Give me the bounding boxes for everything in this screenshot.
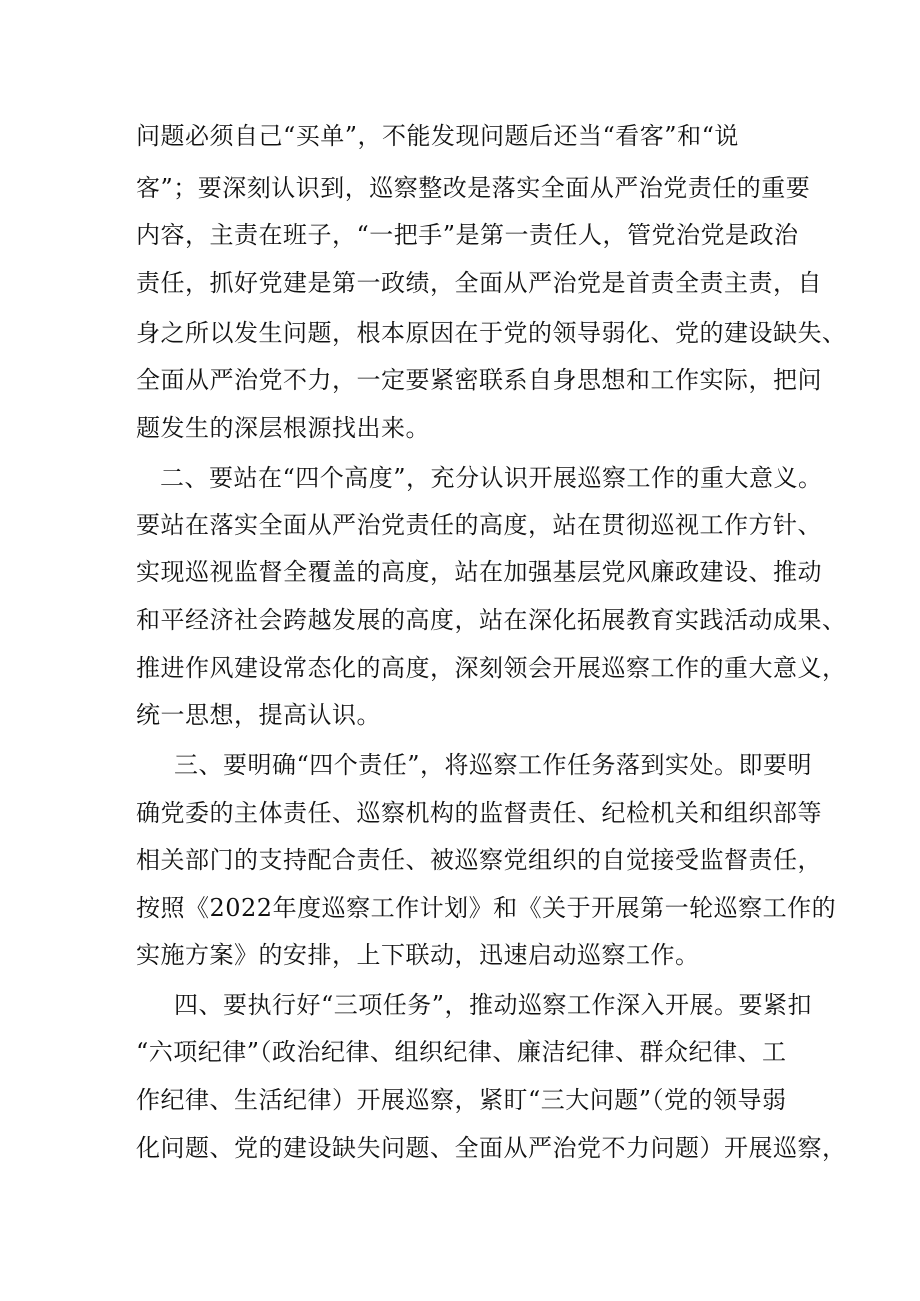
paragraph-heading: 四、要执行好“三项任务”，推动巡察工作深入开展。要紧扣 xyxy=(174,991,813,1019)
text-line: 题发生的深层根源找出来。 xyxy=(136,414,430,442)
text-line: 责任，抓好党建是第一政绩，全面从严治党是首责全责主责，自 xyxy=(136,269,822,297)
paragraph-heading: 三、要明确“四个责任”，将巡察工作任务落到实处。即要明 xyxy=(174,751,813,779)
text-line: 推进作风建设常态化的高度，深刻领会开展巡察工作的重大意义， xyxy=(136,654,847,682)
text-line: 要站在落实全面从严治党责任的高度，站在贯彻巡视工作方针、 xyxy=(136,511,822,539)
text-line: 身之所以发生问题，根本原因在于党的领导弱化、党的建设缺失、 xyxy=(136,319,847,347)
text-line: 按照《2022年度巡察工作计划》和《关于开展第一轮巡察工作的 xyxy=(136,894,837,922)
text-line: 化问题、党的建设缺失问题、全面从严治党不力问题）开展巡察， xyxy=(136,1134,847,1162)
text-line: 客”；要深刻认识到，巡察整改是落实全面从严治党责任的重要 xyxy=(136,174,811,202)
text-line: 相关部门的支持配合责任、被巡察党组织的自觉接受监督责任， xyxy=(136,846,822,874)
text-line: 和平经济社会跨越发展的高度，站在深化拓展教育实践活动成果、 xyxy=(136,606,847,634)
text-line: 统一思想，提高认识。 xyxy=(136,701,381,729)
text-line: 问题必须自己“买单”，不能发现问题后还当“看客”和“说 xyxy=(136,122,739,150)
paragraph-heading: 二、要站在“四个高度”，充分认识开展巡察工作的重大意义。 xyxy=(160,464,823,492)
text-line: 作纪律、生活纪律）开展巡察，紧盯“三大问题”（党的领导弱 xyxy=(136,1086,787,1114)
text-line: “六项纪律”（政治纪律、组织纪律、廉洁纪律、群众纪律、工 xyxy=(136,1038,787,1066)
text-line: 实施方案》的安排，上下联动，迅速启动巡察工作。 xyxy=(136,941,700,969)
text-line: 全面从严治党不力，一定要紧密联系自身思想和工作实际，把问 xyxy=(136,366,822,394)
text-line: 内容，主责在班子，“一把手”是第一责任人，管党治党是政治 xyxy=(136,221,799,249)
text-line: 实现巡视监督全覆盖的高度，站在加强基层党风廉政建设、推动 xyxy=(136,558,822,586)
text-line: 确党委的主体责任、巡察机构的监督责任、纪检机关和组织部等 xyxy=(136,799,822,827)
